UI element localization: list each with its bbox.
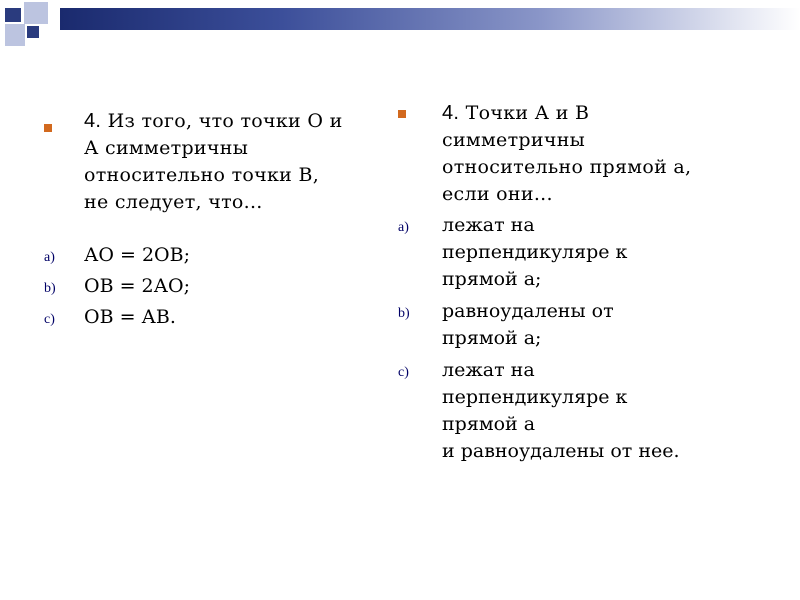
- option-line: лежат на: [442, 359, 535, 381]
- answer-option[interactable]: [398, 212, 798, 293]
- question-line: А симметричны: [84, 137, 249, 159]
- option-label: b): [44, 281, 56, 296]
- bullet-icon: [398, 110, 406, 118]
- answer-option[interactable]: [44, 304, 384, 331]
- question-line: симметричны: [442, 129, 586, 151]
- decor-square: [5, 8, 21, 22]
- option-line: и равноудалены от нее.: [442, 440, 680, 462]
- answer-option[interactable]: [44, 242, 384, 269]
- answer-options: [398, 212, 798, 465]
- question-line: Из того, что точки О и: [107, 110, 343, 132]
- bullet-icon: [44, 124, 52, 132]
- option-label: a): [398, 220, 409, 235]
- option-line: лежат на: [442, 214, 535, 236]
- question-line: относительно прямой а,: [442, 156, 692, 178]
- decor-square: [5, 24, 25, 46]
- question-text: [398, 100, 798, 208]
- option-line: перпендикуляре к: [442, 241, 628, 263]
- option-label: c): [398, 365, 409, 380]
- option-text: АО = 2ОВ;: [84, 244, 190, 266]
- answer-option[interactable]: [398, 298, 798, 352]
- option-text: ОВ = 2АО;: [84, 275, 190, 297]
- question-number: 4.: [442, 102, 460, 124]
- question-line: Точки А и В: [465, 102, 590, 124]
- question-line: не следует, что...: [84, 191, 263, 213]
- option-line: перпендикуляре к: [442, 386, 628, 408]
- left-question-block: [44, 108, 384, 335]
- option-line: равноудалены от: [442, 300, 614, 322]
- answer-option[interactable]: [44, 273, 384, 300]
- question-number: 4.: [84, 110, 102, 132]
- option-text: ОВ = АВ.: [84, 306, 176, 328]
- option-label: c): [44, 312, 55, 327]
- option-label: b): [398, 306, 410, 321]
- question-text: [44, 108, 384, 216]
- option-line: прямой а: [442, 413, 536, 435]
- question-line: относительно точки В,: [84, 164, 320, 186]
- header-gradient: [60, 8, 800, 30]
- option-label: a): [44, 250, 55, 265]
- option-line: прямой а;: [442, 268, 542, 290]
- answer-option[interactable]: [398, 357, 798, 465]
- right-question-block: [398, 100, 798, 470]
- answer-options: [44, 242, 384, 331]
- decor-square: [24, 2, 48, 24]
- decor-square: [27, 26, 39, 38]
- question-line: если они...: [442, 183, 553, 205]
- option-line: прямой а;: [442, 327, 542, 349]
